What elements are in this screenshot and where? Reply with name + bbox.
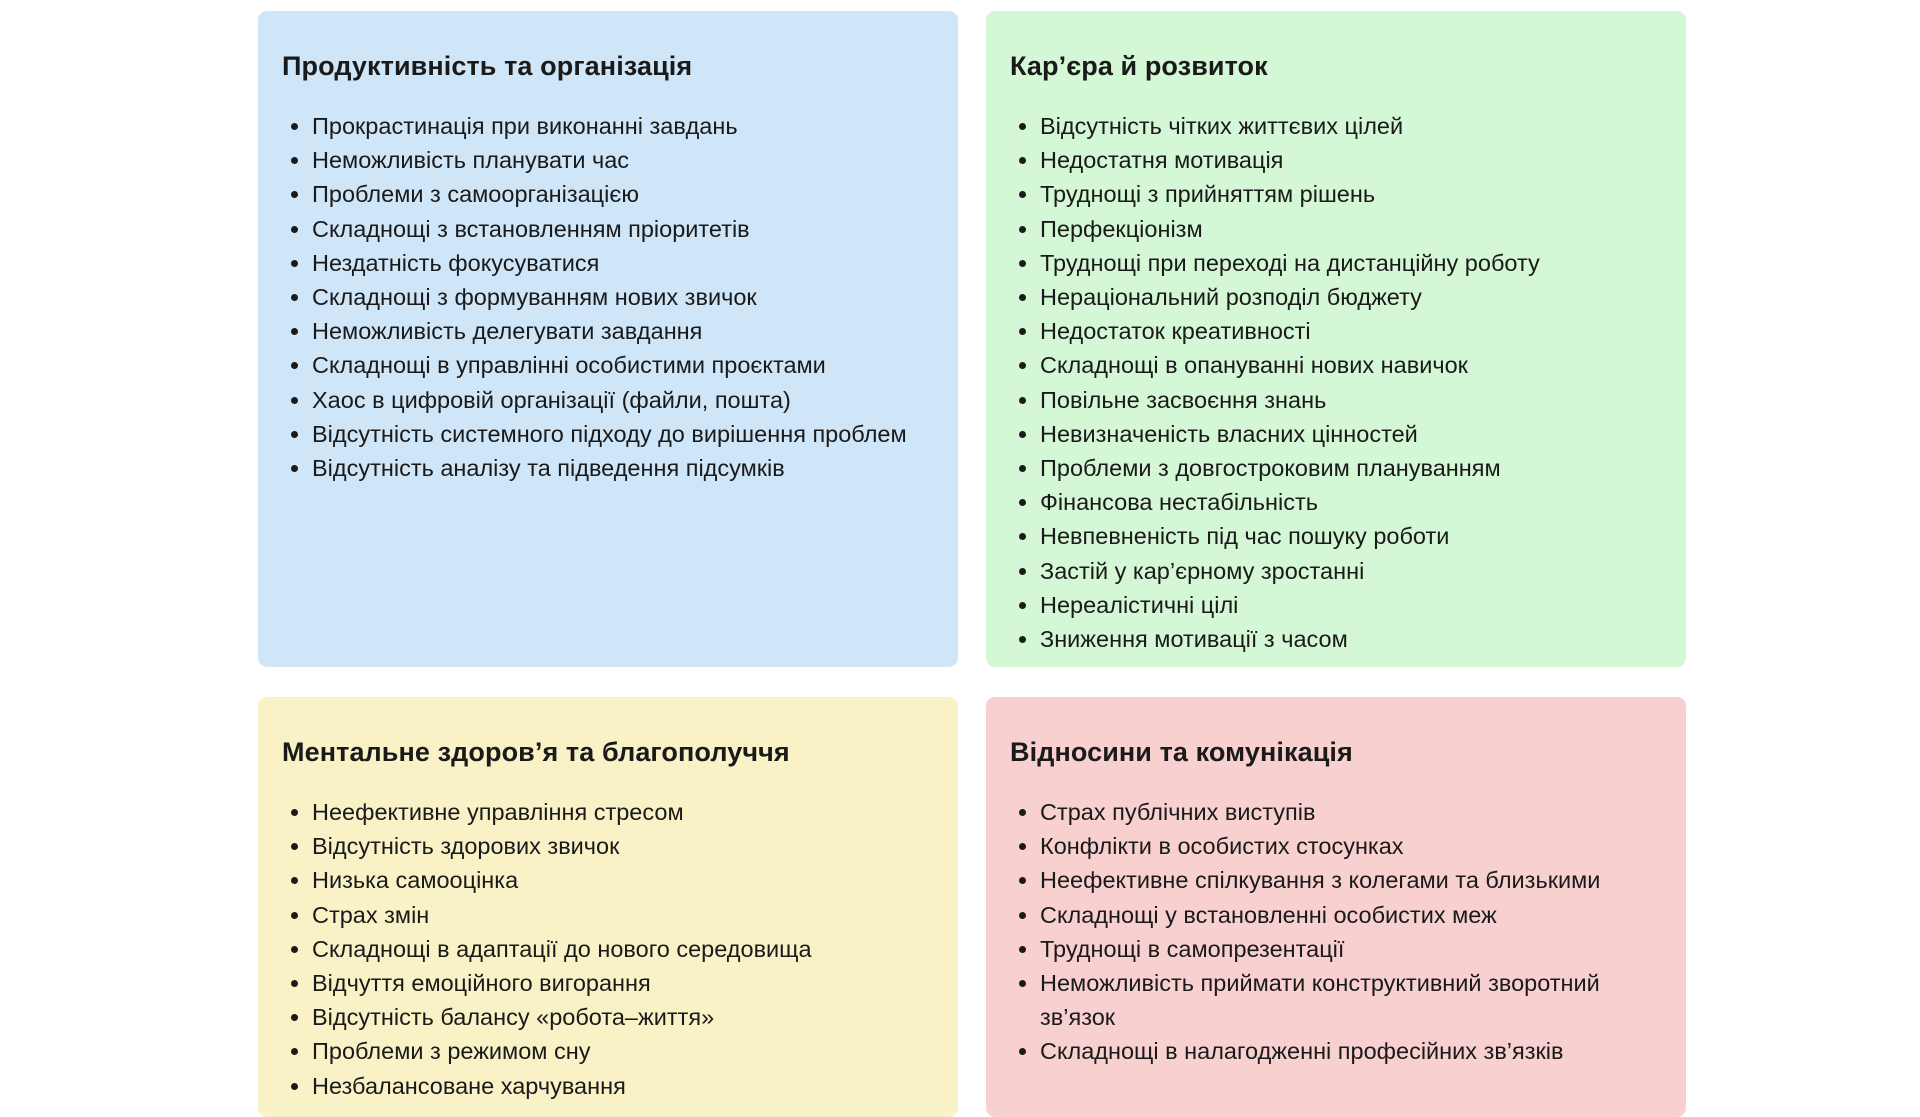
list-item: Перфекціонізм — [1018, 212, 1662, 246]
card-career — [986, 11, 1686, 667]
list-item: Страх змін — [290, 898, 934, 932]
card-list — [282, 109, 934, 485]
list-item: Неефективне спілкування з колегами та близькими — [1018, 863, 1662, 897]
list-item: Конфлікти в особистих стосунках — [1018, 829, 1662, 863]
list-item: Неможливість приймати конструктивний зворотний зв’язок — [1018, 966, 1662, 1034]
card-productivity — [258, 11, 958, 667]
list-item: Невпевненість під час пошуку роботи — [1018, 519, 1662, 553]
list-item: Проблеми з режимом сну — [290, 1034, 934, 1068]
list-item: Труднощі при переході на дистанційну роботу — [1018, 246, 1662, 280]
list-item: Складнощі з формуванням нових звичок — [290, 280, 934, 314]
list-item: Складнощі в адаптації до нового середовища — [290, 932, 934, 966]
cards-grid — [258, 11, 1684, 1117]
list-item: Відсутність системного підходу до вирішення проблем — [290, 417, 934, 451]
list-item: Складнощі з встановленням пріоритетів — [290, 212, 934, 246]
list-item: Прокрастинація при виконанні завдань — [290, 109, 934, 143]
card-list — [1010, 795, 1662, 1069]
list-item: Низька самооцінка — [290, 863, 934, 897]
list-item: Недостатня мотивація — [1018, 143, 1662, 177]
card-title: Відносини та комунікація — [1010, 737, 1353, 767]
list-item: Неможливість делегувати завдання — [290, 314, 934, 348]
list-item: Неможливість планувати час — [290, 143, 934, 177]
card-list — [282, 795, 934, 1103]
card-title: Ментальне здоров’я та благополуччя — [282, 737, 790, 767]
list-item: Труднощі з прийняттям рішень — [1018, 177, 1662, 211]
list-item: Складнощі в управлінні особистими проєктами — [290, 348, 934, 382]
list-item: Труднощі в самопрезентації — [1018, 932, 1662, 966]
list-item: Нездатність фокусуватися — [290, 246, 934, 280]
list-item: Складнощі у встановленні особистих меж — [1018, 898, 1662, 932]
list-item: Відсутність чітких життєвих цілей — [1018, 109, 1662, 143]
list-item: Нереалістичні цілі — [1018, 588, 1662, 622]
list-item: Недостаток креативності — [1018, 314, 1662, 348]
list-item: Відсутність балансу «робота–життя» — [290, 1000, 934, 1034]
card-relationships — [986, 697, 1686, 1117]
list-item: Відчуття емоційного вигорання — [290, 966, 934, 1000]
list-item: Невизначеність власних цінностей — [1018, 417, 1662, 451]
list-item: Проблеми з довгостроковим плануванням — [1018, 451, 1662, 485]
list-item: Складнощі в опануванні нових навичок — [1018, 348, 1662, 382]
card-title: Продуктивність та організація — [282, 51, 693, 81]
list-item: Складнощі в налагодженні професійних зв’язків — [1018, 1034, 1662, 1068]
list-item: Хаос в цифровій організації (файли, пошта) — [290, 383, 934, 417]
card-list — [1010, 109, 1662, 656]
list-item: Неефективне управління стресом — [290, 795, 934, 829]
list-item: Відсутність здорових звичок — [290, 829, 934, 863]
list-item: Страх публічних виступів — [1018, 795, 1662, 829]
card-title: Кар’єра й розвиток — [1010, 51, 1268, 81]
list-item: Зниження мотивації з часом — [1018, 622, 1662, 656]
list-item: Застій у кар’єрному зростанні — [1018, 554, 1662, 588]
list-item: Нераціональний розподіл бюджету — [1018, 280, 1662, 314]
list-item: Відсутність аналізу та підведення підсумків — [290, 451, 934, 485]
list-item: Незбалансоване харчування — [290, 1069, 934, 1103]
list-item: Проблеми з самоорганізацією — [290, 177, 934, 211]
list-item: Повільне засвоєння знань — [1018, 383, 1662, 417]
list-item: Фінансова нестабільність — [1018, 485, 1662, 519]
card-wellbeing — [258, 697, 958, 1117]
